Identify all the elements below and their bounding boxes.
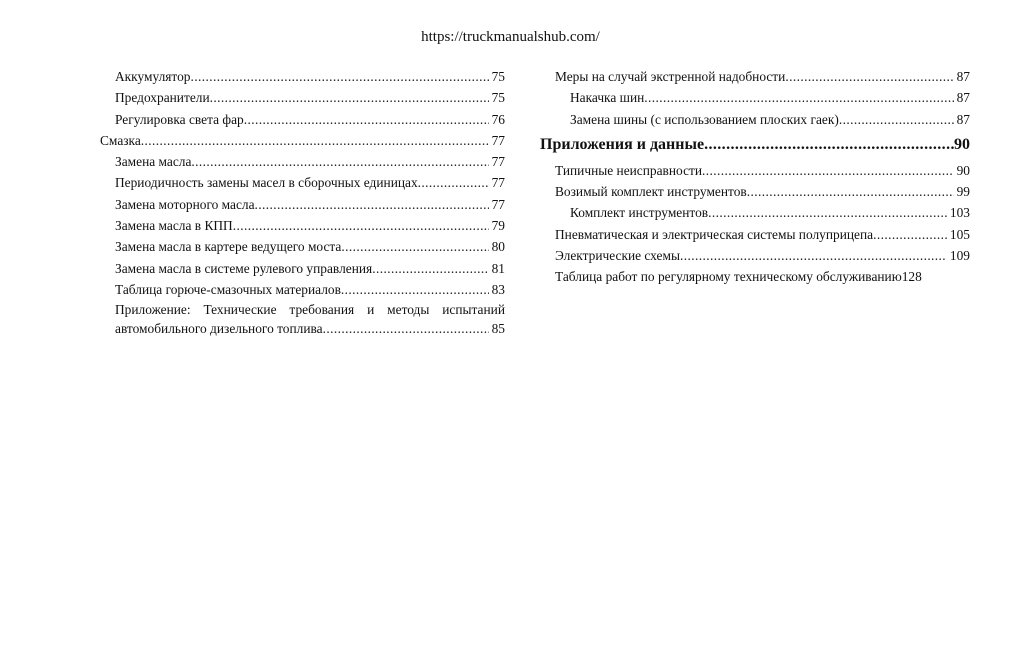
toc-entry-label: Возимый комплект инструментов bbox=[555, 184, 747, 200]
toc-entry-label: Регулировка света фар bbox=[115, 111, 244, 127]
toc-page-number: 77 bbox=[491, 175, 505, 191]
toc-page-number: 103 bbox=[949, 205, 970, 221]
toc-entry-steering-oil-change[interactable] bbox=[100, 258, 505, 279]
toc-entry-label: Периодичность замены масел в сборочных единицах bbox=[115, 175, 418, 191]
toc-entry-label: Замена масла в КПП bbox=[115, 218, 233, 234]
toc-entry-label-line1: Приложение: Технические требования и методы испытаний bbox=[115, 302, 505, 318]
toc-entry-accumulator[interactable] bbox=[100, 66, 505, 87]
toc-entry-headlight-adjustment[interactable] bbox=[100, 109, 505, 130]
toc-entry-label: Смазка bbox=[100, 132, 141, 148]
toc-entry-gearbox-oil-change[interactable] bbox=[100, 215, 505, 236]
toc-leader-dots bbox=[341, 279, 489, 300]
toc-leader-dots bbox=[255, 194, 489, 215]
toc-leader-dots bbox=[702, 160, 954, 181]
toc-left-column bbox=[100, 66, 505, 338]
toc-entry-line2 bbox=[115, 320, 505, 339]
toc-leader-dots bbox=[233, 215, 489, 236]
toc-entry-label: Замена шины (с использованием плоских гаек) bbox=[570, 111, 839, 127]
toc-leader-dots bbox=[747, 181, 954, 202]
toc-entry-label: Приложения и данные bbox=[540, 135, 705, 153]
toc-page-number: 90 bbox=[954, 135, 970, 153]
toc-leader-dots bbox=[372, 258, 488, 279]
toc-page-number: 87 bbox=[956, 90, 970, 106]
toc-entry-label: Пневматическая и электрическая системы полуприцепа bbox=[555, 226, 874, 242]
toc-page-number: 87 bbox=[956, 69, 970, 84]
toc-page-number: 109 bbox=[949, 248, 970, 264]
toc-entry-tire-replacement[interactable] bbox=[540, 109, 970, 130]
toc-page-number: 80 bbox=[491, 239, 505, 255]
page-header-url: https://truckmanualshub.com/ bbox=[421, 29, 600, 45]
toc-entry-oil-change[interactable] bbox=[100, 151, 505, 172]
toc-page-number: 77 bbox=[491, 154, 505, 170]
toc-leader-dots bbox=[191, 66, 489, 87]
toc-entry-label: Типичные неисправности bbox=[555, 162, 703, 178]
toc-entry-diesel-fuel-appendix[interactable] bbox=[100, 301, 505, 338]
toc-entry-label: Комплект инструментов bbox=[570, 205, 709, 221]
toc-entry-label: Аккумулятор bbox=[115, 69, 191, 84]
toc-page-number: 85 bbox=[491, 320, 505, 336]
toc-entry-oil-change-intervals[interactable] bbox=[100, 172, 505, 193]
toc-leader-dots bbox=[708, 202, 947, 223]
toc-leader-dots bbox=[839, 109, 954, 130]
toc-leader-dots bbox=[244, 109, 489, 130]
toc-page-number: 81 bbox=[491, 260, 505, 276]
toc-page-number: 75 bbox=[491, 90, 505, 106]
toc-entry-onboard-tool-kit[interactable] bbox=[540, 181, 970, 202]
toc-page-number: 79 bbox=[491, 218, 505, 234]
toc-leader-dots bbox=[680, 245, 947, 266]
toc-leader-dots bbox=[141, 130, 489, 151]
toc-leader-dots bbox=[873, 224, 947, 245]
toc-page-number: 90 bbox=[956, 162, 970, 178]
toc-page-number: 105 bbox=[949, 226, 970, 242]
toc-entry-label: Накачка шин bbox=[570, 90, 645, 106]
toc-entry-label: Меры на случай экстренной надобности bbox=[555, 69, 786, 84]
toc-entry-emergency-measures[interactable] bbox=[540, 66, 970, 87]
toc-entry-axle-oil-change[interactable] bbox=[100, 236, 505, 257]
toc-entry-semitrailer-systems[interactable] bbox=[540, 224, 970, 245]
toc-entry-label: Таблица работ по регулярному техническому обслуживанию bbox=[555, 269, 902, 285]
toc-entry-engine-oil-change[interactable] bbox=[100, 194, 505, 215]
toc-page-number: 87 bbox=[956, 111, 970, 127]
toc-leader-dots bbox=[704, 130, 954, 160]
toc-leader-dots bbox=[210, 87, 489, 108]
toc-page-number: 75 bbox=[491, 69, 505, 84]
toc-entry-label: Замена масла в картере ведущего моста bbox=[115, 239, 342, 255]
toc-leader-dots bbox=[418, 172, 489, 193]
toc-section-appendices[interactable] bbox=[540, 130, 970, 160]
toc-entry-lubrication[interactable] bbox=[100, 130, 505, 151]
toc-page-number: 99 bbox=[956, 184, 970, 200]
toc-entry-label: Предохранители bbox=[115, 90, 210, 106]
toc-entry-label: Таблица горюче-смазочных материалов bbox=[115, 281, 341, 297]
toc-leader-dots bbox=[191, 151, 488, 172]
toc-page-number: 128 bbox=[901, 269, 922, 285]
toc-leader-dots bbox=[323, 320, 489, 339]
toc-entry-fuses[interactable] bbox=[100, 87, 505, 108]
toc-entry-lubricants-table[interactable] bbox=[100, 279, 505, 300]
toc-entry-label-line2: автомобильного дизельного топлива bbox=[115, 320, 323, 336]
toc-leader-dots bbox=[785, 66, 953, 87]
toc-entry-label: Электрические схемы bbox=[555, 248, 680, 264]
toc-entry-label: Замена моторного масла bbox=[115, 196, 255, 212]
toc-entry-tool-kit[interactable] bbox=[540, 202, 970, 223]
toc-page-number: 83 bbox=[491, 281, 505, 297]
toc-page-number: 77 bbox=[491, 132, 505, 148]
toc-right-column bbox=[540, 66, 970, 288]
toc-entry-tire-inflation[interactable] bbox=[540, 87, 970, 108]
toc-page-number: 77 bbox=[491, 196, 505, 212]
toc-page-number: 76 bbox=[491, 111, 505, 127]
toc-entry-label: Замена масла в системе рулевого управления bbox=[115, 260, 373, 276]
toc-leader-dots bbox=[644, 87, 953, 108]
toc-entry-electrical-diagrams[interactable] bbox=[540, 245, 970, 266]
toc-entry-label: Замена масла bbox=[115, 154, 192, 170]
toc-entry-maintenance-table[interactable] bbox=[540, 266, 970, 287]
toc-entry-typical-faults[interactable] bbox=[540, 160, 970, 181]
toc-leader-dots bbox=[341, 236, 488, 257]
